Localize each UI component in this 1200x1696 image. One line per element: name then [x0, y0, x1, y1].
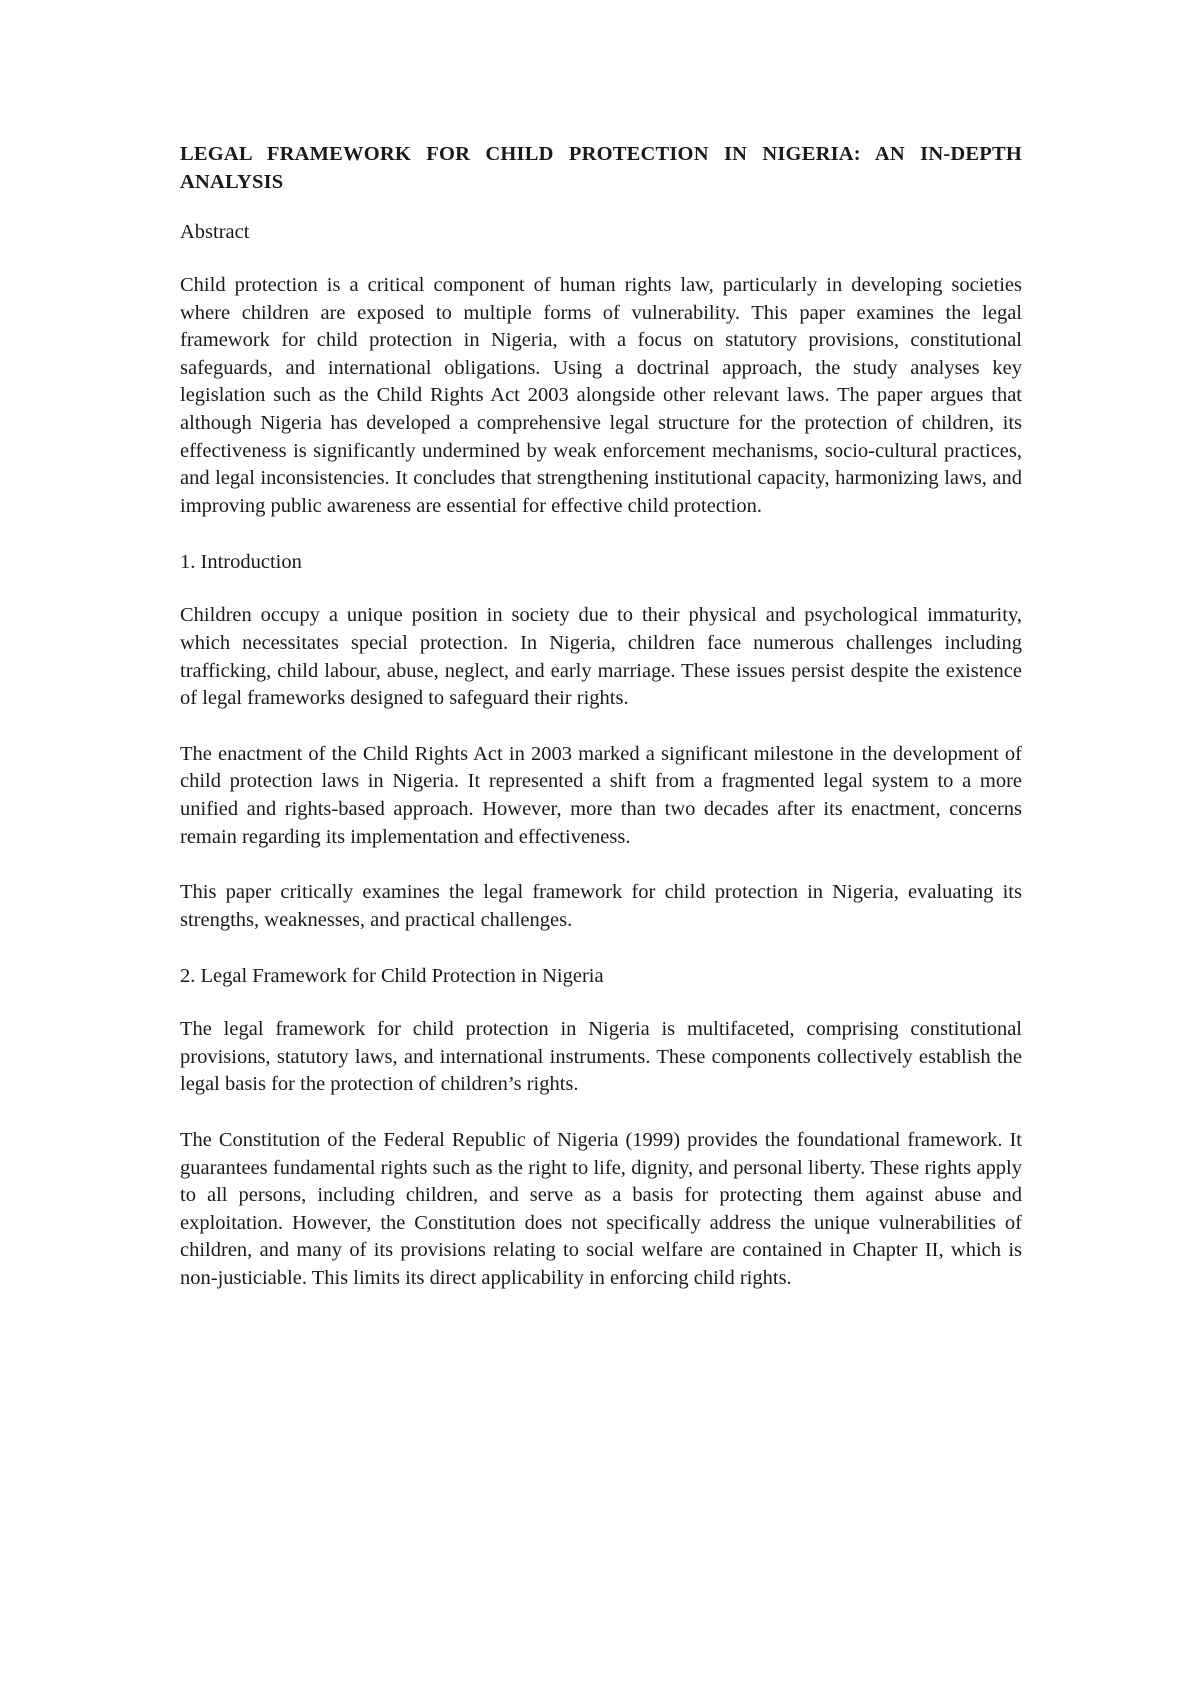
section-heading-legal-framework: 2. Legal Framework for Child Protection in Nigeria	[180, 965, 604, 988]
document-page	[180, 140, 1022, 1321]
section-heading-introduction: 1. Introduction	[180, 551, 302, 574]
abstract-heading: Abstract	[180, 221, 250, 243]
introduction-paragraph: Children occupy a unique position in society due to their physical and psychological immaturity, which necessitates special protection. In Nigeria, children face numerous challenges including trafficking, child labour, abuse, neglect, and early marriage. These issues persist despite the existence of legal frameworks designed to safeguard their rights.	[180, 604, 1022, 710]
introduction-paragraph: This paper critically examines the legal framework for child protection in Nigeria, evaluating its strengths, weaknesses, and practical challenges.	[180, 881, 1022, 931]
legal-framework-paragraph: The legal framework for child protection in Nigeria is multifaceted, comprising constitutional provisions, statutory laws, and international instruments. These components collectively establish the legal basis for the protection of children’s rights.	[180, 1018, 1022, 1096]
abstract-text: Child protection is a critical component of human rights law, particularly in developing societies where children are exposed to multiple forms of vulnerability. This paper examines the legal framework for child protection in Nigeria, with a focus on statutory provisions, constitutional safeguards, and international obligations. Using a doctrinal approach, the study analyses key legislation such as the Child Rights Act 2003 alongside other relevant laws. The paper argues that although Nigeria has developed a comprehensive legal structure for the protection of children, its effectiveness is significantly undermined by weak enforcement mechanisms, socio-cultural practices, and legal inconsistencies. It concludes that strengthening institutional capacity, harmonizing laws, and improving public awareness are essential for effective child protection.	[180, 274, 1022, 517]
document-title: LEGAL FRAMEWORK FOR CHILD PROTECTION IN NIGERIA: AN IN-DEPTH ANALYSIS	[180, 143, 1022, 193]
legal-framework-paragraph: The Constitution of the Federal Republic of Nigeria (1999) provides the foundational framework. It guarantees fundamental rights such as the right to life, dignity, and personal liberty. These rights apply to all persons, including children, and serve as a basis for protecting them against abuse and exploitation. However, the Constitution does not specifically address the unique vulnerabilities of children, and many of its provisions relating to social welfare are contained in Chapter II, which is non-justiciable. This limits its direct applicability in enforcing child rights.	[180, 1129, 1022, 1290]
introduction-paragraph: The enactment of the Child Rights Act in 2003 marked a significant milestone in the development of child protection laws in Nigeria. It represented a shift from a fragmented legal system to a more unified and rights-based approach. However, more than two decades after its enactment, concerns remain regarding its implementation and effectiveness.	[180, 742, 1022, 848]
